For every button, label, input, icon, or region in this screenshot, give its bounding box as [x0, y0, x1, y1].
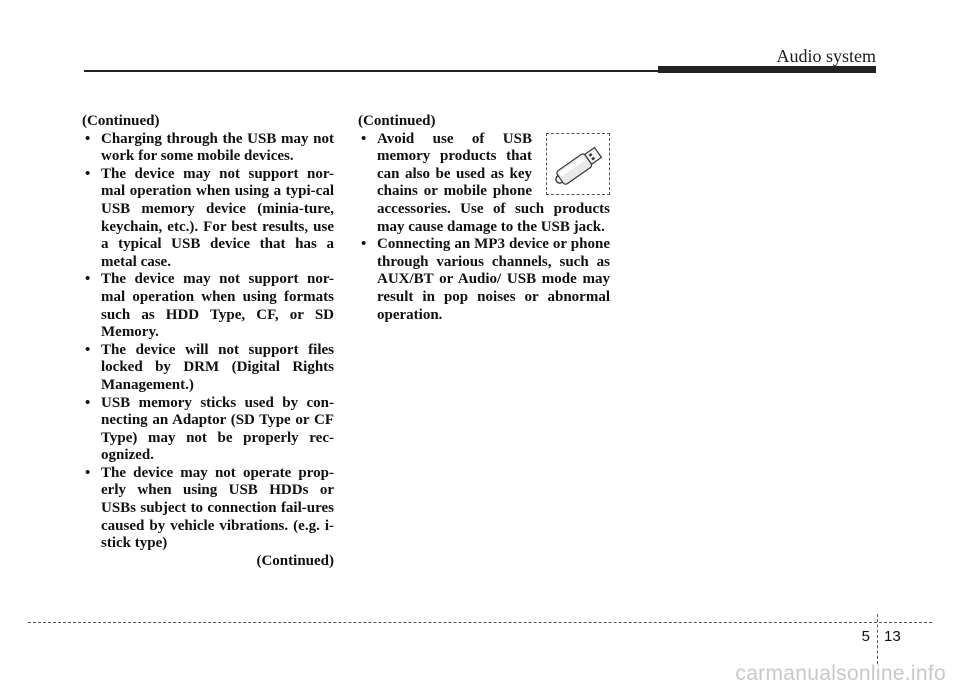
right-continued-heading: (Continued): [358, 113, 436, 129]
page-number-divider: [877, 614, 878, 664]
left-continued-heading: (Continued): [82, 113, 160, 129]
header-rule-thick: [658, 66, 876, 73]
page-header-title: Audio system: [776, 46, 876, 66]
list-item-text: Avoid use of USB memory products that can also be used as key chains or mobile phone accessories. Use of such products may cause damage to the USB jack.: [377, 130, 610, 235]
list-item: • The device may not support nor-mal operation when using formats such as HDD Type, CF, or SD Memory.: [82, 271, 334, 341]
right-column: [358, 113, 610, 324]
header-rule-thin: [84, 70, 660, 72]
footer-rule: [28, 622, 932, 623]
page-number: 13: [884, 628, 901, 645]
list-item: • The device may not operate prop-erly when using USB HDDs or USBs subject to connection fail-ures caused by vehicle vibrations. (e.g. i-stick type): [82, 465, 334, 553]
left-column: [82, 113, 334, 570]
list-item: • The device will not support files locked by DRM (Digital Rights Management.): [82, 342, 334, 395]
left-continued-footer: (Continued): [256, 552, 334, 569]
list-item: • USB memory sticks used by con-necting an Adaptor (SD Type or CF Type) may not be properly rec-ognized.: [82, 395, 334, 465]
list-item: • Charging through the USB may not work for some mobile devices.: [82, 131, 334, 166]
list-item: • The device may not support nor-mal operation when using a typi-cal USB memory device (minia-ture, keychain, etc.). For best results, use a typical USB device that has a metal case.: [82, 166, 334, 272]
watermark-text: carmanualsonline.info: [735, 662, 946, 685]
chapter-number: 5: [861, 628, 870, 645]
list-item: [358, 131, 610, 237]
list-item: • Connecting an MP3 device or phone through various channels, such as AUX/BT or Audio/ USB mode may result in pop noises or abnormal operation.: [358, 236, 610, 324]
right-bullet-list: [358, 131, 610, 325]
usb-keychain-icon: [546, 133, 610, 195]
left-bullet-list: [82, 131, 334, 553]
